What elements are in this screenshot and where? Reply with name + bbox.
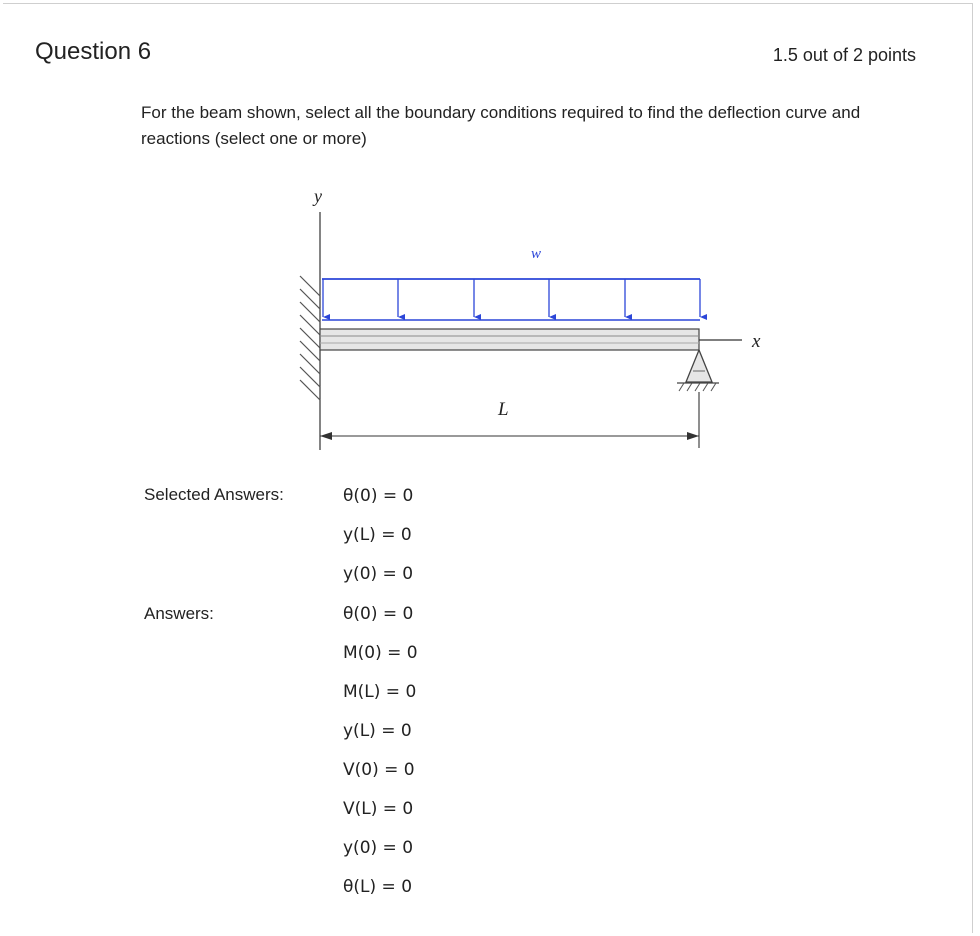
answer-item: y(L) = 0 [343, 721, 412, 741]
question-text: For the beam shown, select all the boundary conditions required to find the deflection curve and reactions (select one or more) [141, 103, 861, 148]
length-dimension [320, 392, 699, 448]
load-label: w [531, 246, 542, 262]
beam [320, 329, 699, 350]
answer-item: θ(0) = 0 [343, 604, 414, 624]
x-axis-label: x [752, 331, 761, 352]
selected-answer-item: θ(0) = 0 [343, 486, 414, 506]
selected-answer-item: y(0) = 0 [343, 564, 414, 584]
length-label: L [498, 399, 509, 420]
answer-item: M(L) = 0 [343, 682, 417, 702]
answer-item: M(0) = 0 [343, 643, 418, 663]
selected-answers-label: Selected Answers: [144, 485, 284, 504]
answer-item: V(L) = 0 [343, 799, 414, 819]
answers-label: Answers: [144, 604, 214, 623]
selected-answer-item: y(L) = 0 [343, 525, 412, 545]
answer-item: y(0) = 0 [343, 838, 414, 858]
distributed-load [322, 279, 700, 320]
pin-support [677, 350, 719, 391]
answer-item: θ(L) = 0 [343, 877, 413, 897]
question-score: 1.5 out of 2 points [772, 45, 916, 65]
fixed-wall-hatching [300, 276, 320, 400]
y-axis-label: y [314, 186, 322, 206]
answer-item: V(0) = 0 [343, 760, 415, 780]
question-title: Question 6 [35, 38, 152, 65]
